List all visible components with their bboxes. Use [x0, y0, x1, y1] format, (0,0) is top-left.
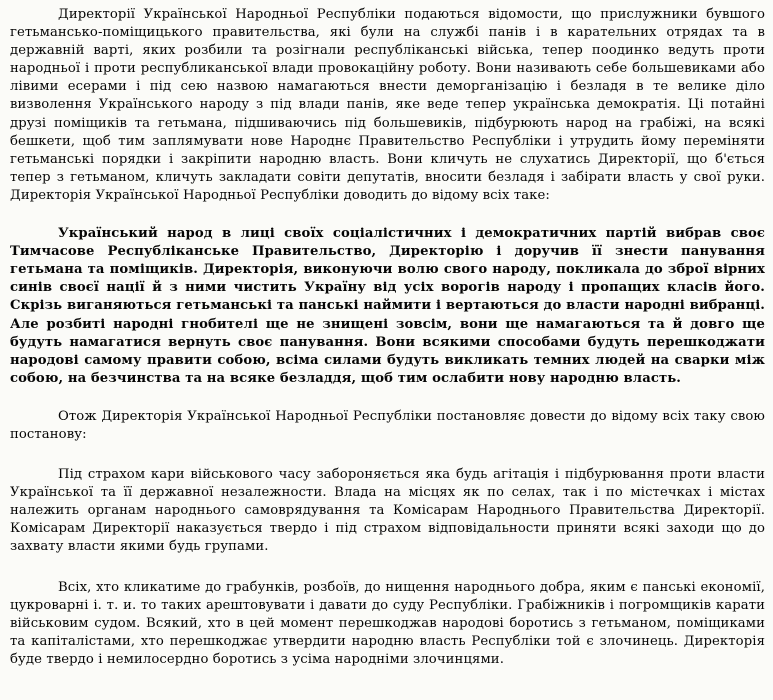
paragraph-1: Директорії Української Народньої Республіки подаються відомости, що прислужники бувшого гетьмансько-поміщицького правительства, які були на службі панів і в карательних отрядах та в державній варті, яких розбили та розігнали республіканські війська, тепер поодинко ведуть проти народньої і проти республиканської влади провокаційну роботу. Вони називають себе большевиками або лівими есерами і під сею назвою намагаються внести деморганізацію і безладя в те велике діло визволення Українського народу з під влади панів, яке веде тепер українська демократія. Ці потайні друзі поміщиків та гетьмана, підшиваючись під большевиків, підбурюють народ на грабіжі, на всякі бешкети, щоб тим заплямувати нове Народнє Правительство Республіки і утрудить йому переміняти гетьманські порядки і закріпити народню власть. Вони кличуть не слухатись Директорії, що б'ється тепер з гетьманом, кличуть закладати совіти депутатів, вносити безладя і забірати власть у свої руки. Директорія Української Народньої Республіки доводить до відому всіх таке: — [10, 7, 765, 203]
paragraph-2: Український народ в лиці своїх соціалістичних і демократичних партій вибрав своє Тимчасове Республіканське Правительство, Директорію і доручив її знести панування гетьмана та поміщиків. Директорія, виконуючи волю свого народу, покликала до зброї вірних синів своєї нації й з ними чистить Україну від усіх ворогів народу і пропащих класів його. Скрізь виганяються гетьманські та панські наймити і вертаються до власти народні вибранці. Але розбиті народні гнобителі ще не знищені зовсім, вони ще намагаються та й довго ще будуть намагатися вернуть своє панування. Вони всякими способами будуть перешкоджати народові самому правити собою, всіма силами будуть викликать темних людей на сварки між собою, на безчинства та на всяке безладдя, щоб тим ослабити нову народню власть. — [10, 226, 765, 386]
paragraph-4: Під страхом кари військового часу забороняється яка будь агітація і підбурювання проти власти Української та її державної незалежности. Влада на місцях як по селах, так і по містечках і містах належить органам народнього самоврядування та Комісарам Народнього Правительства Директорії. Комісарам Директорії наказується твердо і під страхом відповідальности приняти всякі заходи що до захвату власти якими будь групами. — [10, 467, 765, 555]
paragraph-3: Отож Директорія Української Народньої Республіки постановляє довести до відому всіх таку свою постанову: — [10, 408, 765, 442]
paragraph-5: Всіх, хто кликатиме до грабунків, розбоїв, до нищення народнього добра, яким є панські економії, цукроварні і. т. и. то таких арештовувати і давати до суду Республіки. Грабіжників і погромщиків карати військовим судом. Всякий, хто в цей момент перешкоджав народові боротись з гетьманом, поміщиками та капіталістами, хто перешкоджає утвердити народню власть Республіки той є злочинець. Директорія буде твердо і немилосердно боротись з усіма народніми злочинцями. — [10, 579, 765, 667]
